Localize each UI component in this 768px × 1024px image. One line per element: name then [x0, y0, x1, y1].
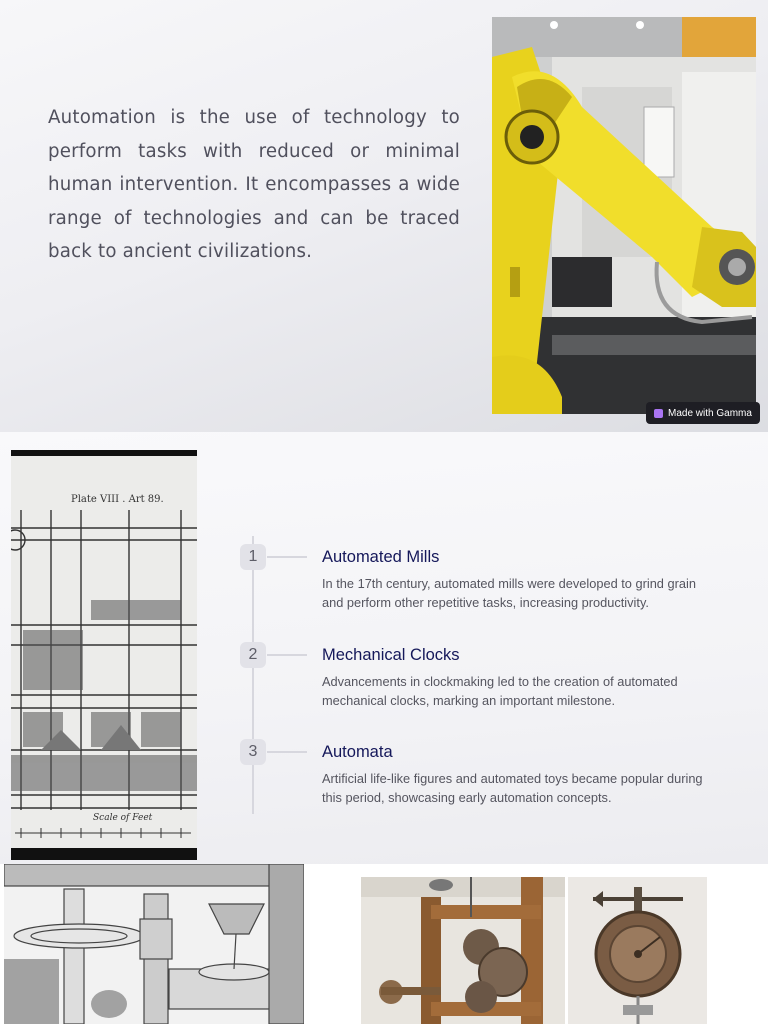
- step-number: 3: [240, 739, 266, 765]
- step-connector: [267, 654, 307, 656]
- timeline-step: [240, 642, 720, 732]
- step-description: Advancements in clockmaking led to the creation of automated mechanical clocks, marking an important milestone.: [322, 674, 678, 708]
- intro-paragraph: Automation is the use of technology to perform tasks with reduced or minimal human intervention. It encompasses a wide range of technologies and can be traced back to ancient civilizations.: [48, 107, 460, 263]
- made-with-gamma-badge[interactable]: [646, 402, 760, 424]
- slide-intro: [0, 0, 768, 432]
- step-title: Automata: [322, 743, 393, 761]
- step-description: In the 17th century, automated mills were developed to grind grain and perform other repetitive tasks, increasing productivity.: [322, 576, 696, 610]
- step-description: Artificial life-like figures and automated toys became popular during this period, showcasing early automation concepts.: [322, 771, 703, 805]
- slide-history: [0, 432, 768, 864]
- etching-plate-label: Plate VIII . Art 89.: [71, 494, 164, 505]
- step-title: Mechanical Clocks: [322, 646, 460, 664]
- step-connector: [267, 556, 307, 558]
- etching-scale-label: Scale of Feet: [93, 813, 153, 823]
- horse-mill-engraving-image: [4, 864, 304, 1024]
- slide-images: [0, 864, 768, 1024]
- step-title: Automated Mills: [322, 548, 440, 566]
- step-number: 2: [240, 642, 266, 668]
- step-number: 1: [240, 544, 266, 570]
- antique-wall-clock-image: [568, 877, 707, 1024]
- robot-arm-image: [492, 17, 756, 414]
- gamma-logo-icon: [654, 409, 663, 418]
- badge-label: Made with Gamma: [668, 407, 752, 419]
- step-connector: [267, 751, 307, 753]
- timeline-step: [240, 544, 720, 634]
- timeline-step: [240, 739, 720, 819]
- wooden-clock-mechanism-image: [361, 877, 565, 1024]
- mill-engraving-image: [11, 450, 197, 860]
